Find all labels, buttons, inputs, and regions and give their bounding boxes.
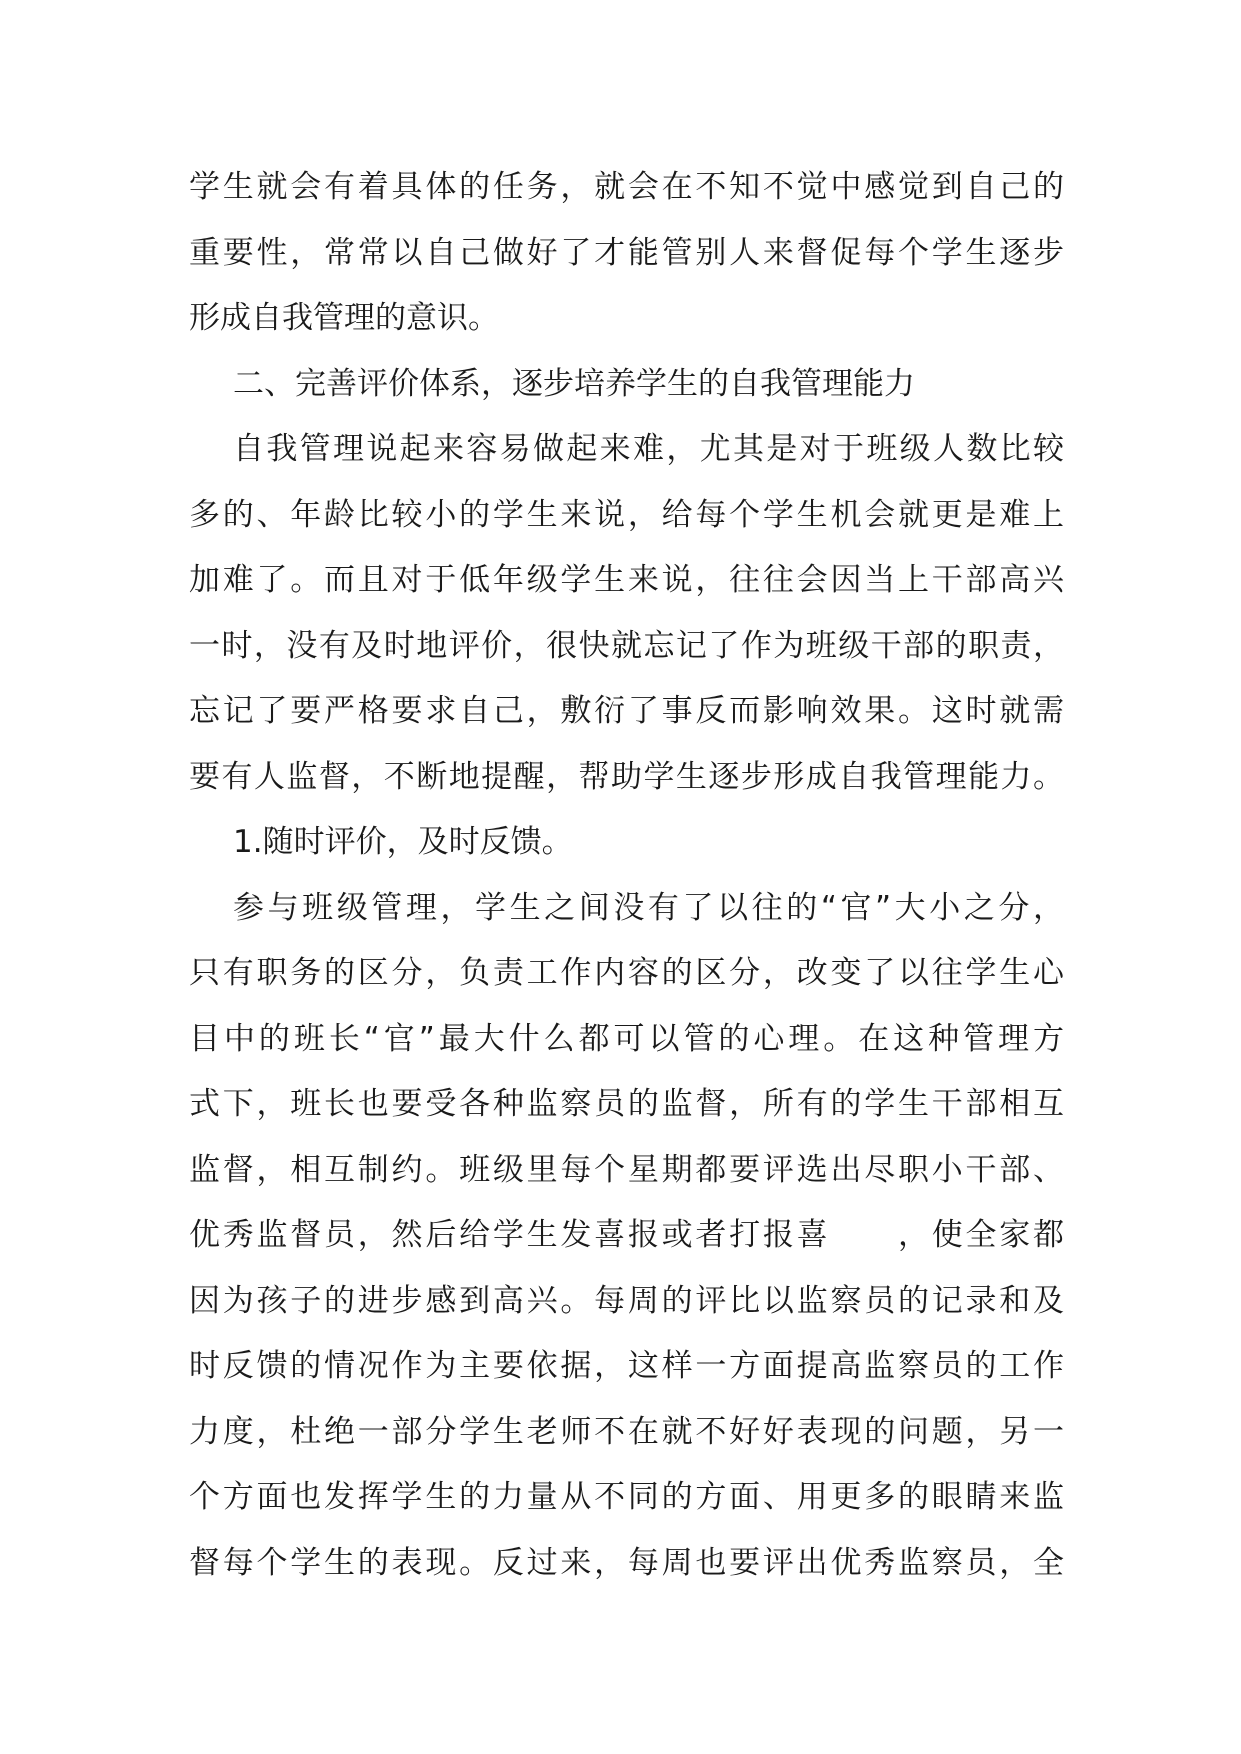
text-line: 目中的班长“官”最大什么都可以管的心理。在这种管理方 (189, 1020, 1064, 1057)
text-line: 自我管理说起来容易做起来难，尤其是对于班级人数比较 (233, 431, 1064, 467)
section-heading: 二、完善评价体系，逐步培养学生的自我管理能力 (233, 365, 915, 402)
text-line: 参与班级管理，学生之间没有了以往的“官”大小之分， (233, 889, 1064, 926)
text-line: 一时，没有及时地评价，很快就忘记了作为班级干部的职责， (189, 627, 1064, 664)
text-line: 督每个学生的表现。反过来，每周也要评出优秀监察员，全 (189, 1544, 1064, 1581)
text-line: 只有职务的区分，负责工作内容的区分，改变了以往学生心 (189, 955, 1064, 991)
text-line: 因为孩子的进步感到高兴。每周的评比以监察员的记录和及 (189, 1282, 1064, 1319)
text-line: 加难了。而且对于低年级学生来说，往往会因当上干部高兴 (189, 562, 1064, 598)
text-line: 重要性，常常以自己做好了才能管别人来督促每个学生逐步 (189, 234, 1064, 271)
text-line: 时反馈的情况作为主要依据，这样一方面提高监察员的工作 (189, 1348, 1064, 1384)
text-line: 多的、年龄比较小的学生来说，给每个学生机会就更是难上 (189, 496, 1064, 533)
text-line: 式下，班长也要受各种监察员的监督，所有的学生干部相互 (189, 1086, 1064, 1122)
text-line: 力度，杜绝一部分学生老师不在就不好好表现的问题，另一 (189, 1413, 1064, 1450)
text-line: 监督，相互制约。班级里每个星期都要评选出尽职小干部、 (189, 1151, 1064, 1188)
text-line: 学生就会有着具体的任务，就会在不知不觉中感觉到自己的 (189, 169, 1064, 205)
subsection-heading: 1.随时评价，及时反馈。 (233, 824, 573, 860)
text-line: 要有人监督，不断地提醒，帮助学生逐步形成自我管理能力。 (189, 758, 1064, 795)
text-line: 形成自我管理的意识。 (189, 300, 499, 336)
text-line: 个方面也发挥学生的力量从不同的方面、用更多的眼睛来监 (189, 1479, 1064, 1515)
text-line: 优秀监督员，然后给学生发喜报或者打报喜 ，使全家都 (189, 1217, 1064, 1253)
body-text (189, 155, 1064, 1596)
text-line: 忘记了要严格要求自己，敷衍了事反而影响效果。这时就需 (189, 693, 1064, 729)
